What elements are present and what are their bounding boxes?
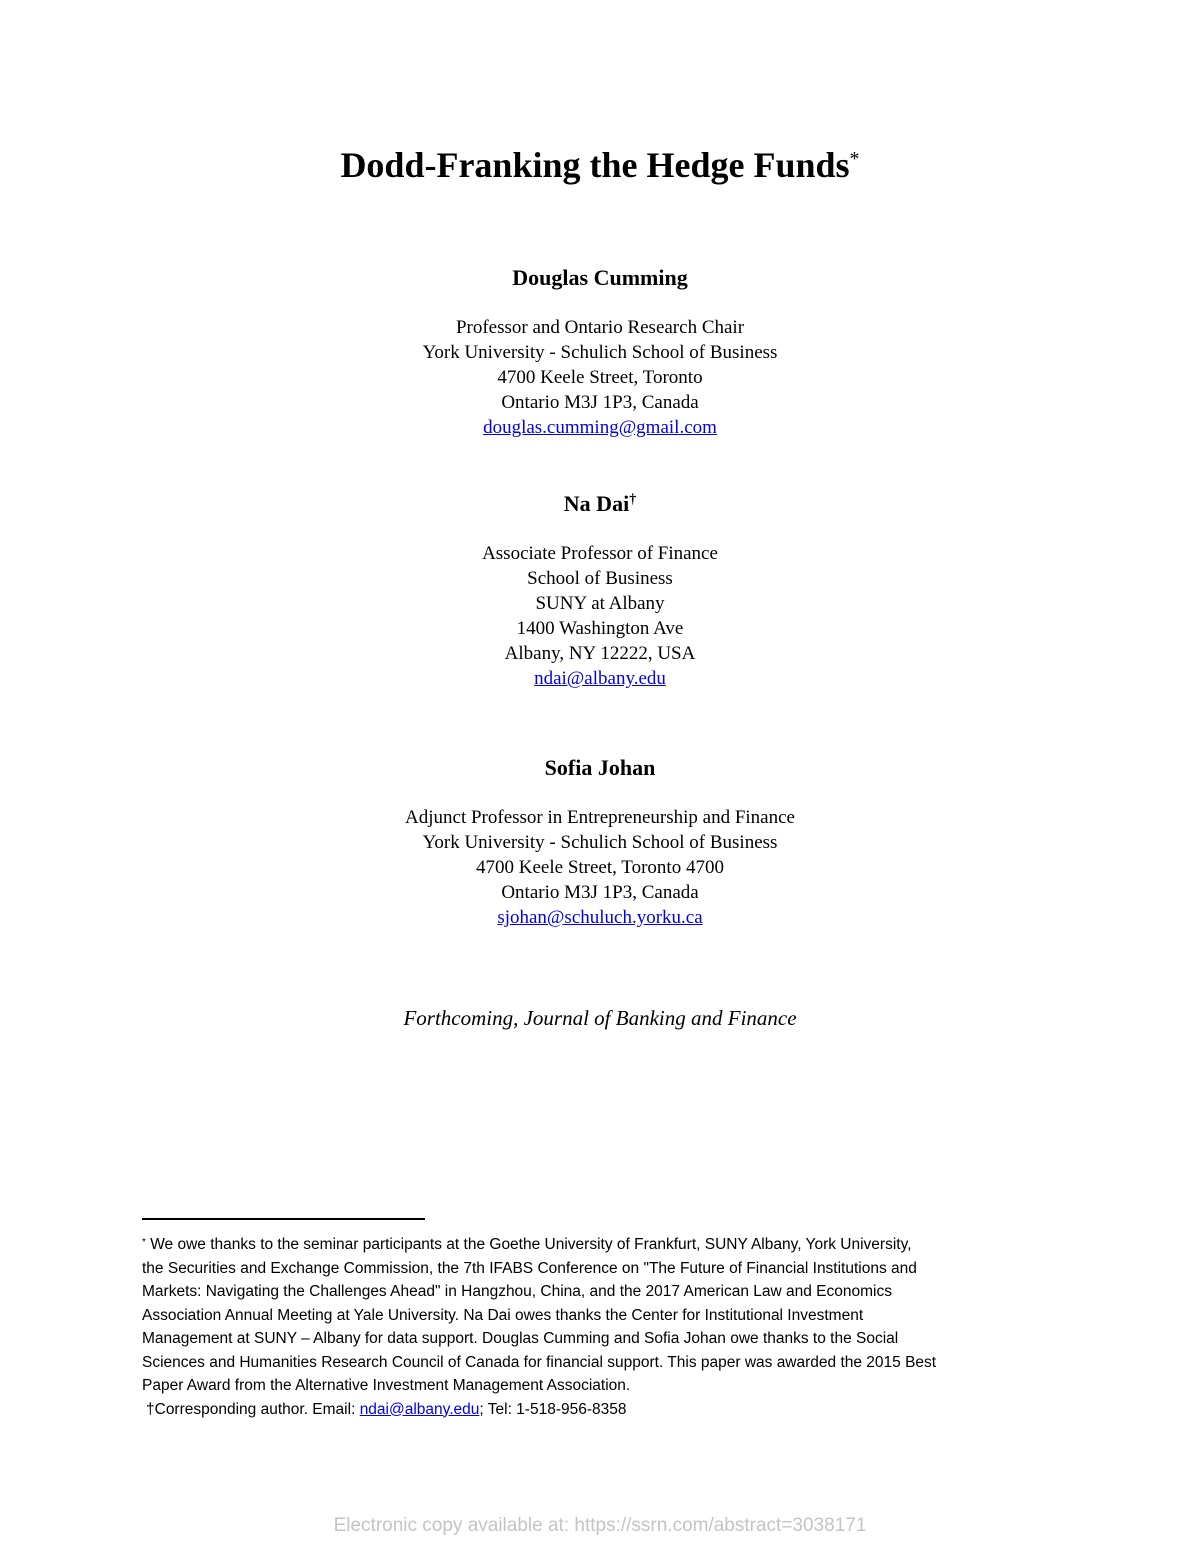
footnote-line: Paper Award from the Alternative Investment Management Association. — [142, 1377, 631, 1394]
author-email-link[interactable]: ndai@albany.edu — [534, 668, 666, 689]
footnote-line: Management at SUNY – Albany for data support. Douglas Cumming and Sofia Johan owe thanks to the Social — [142, 1330, 899, 1347]
footnote-line: the Securities and Exchange Commission, the 7th IFABS Conference on "The Future of Financial Institutions and — [142, 1259, 917, 1277]
corresponding-email-link[interactable]: ndai@albany.edu — [359, 1400, 480, 1418]
author-email-link[interactable]: douglas.cumming@gmail.com — [483, 417, 717, 438]
affiliation-line: School of Business — [527, 568, 673, 589]
affiliation-line: Professor and Ontario Research Chair — [455, 317, 745, 338]
footnote-corresponding: †Corresponding author. Email: ndai@albany.edu; Tel: 1-518-956-8358 — [146, 1400, 627, 1418]
author-name: Sofia Johan — [544, 755, 656, 780]
author-affiliation — [0, 805, 1200, 930]
footnote-line: Association Annual Meeting at Yale University. Na Dai owes thanks the Center for Institutional Investment — [142, 1306, 864, 1324]
affiliation-line: 4700 Keele Street, Toronto — [497, 367, 703, 388]
ssrn-watermark: Electronic copy available at: https://ssrn.com/abstract=3038171 — [333, 1515, 867, 1536]
affiliation-line: Albany, NY 12222, USA — [504, 643, 696, 664]
author-name: Douglas Cumming — [512, 265, 688, 290]
footnote-divider — [142, 1218, 425, 1220]
footnote-mark: * — [142, 1237, 146, 1248]
affiliation-line: 1400 Washington Ave — [516, 618, 684, 639]
affiliation-line: Ontario M3J 1P3, Canada — [501, 882, 699, 903]
corresponding-mark: † — [629, 492, 637, 507]
author-block-johan — [0, 753, 1200, 930]
affiliation-line: 4700 Keele Street, Toronto 4700 — [476, 857, 724, 878]
author-email-link[interactable]: sjohan@schuluch.yorku.ca — [497, 907, 703, 928]
footnote-line: Sciences and Humanities Research Council of Canada for financial support. This paper was awarded the 2015 Best — [142, 1353, 937, 1371]
footnote-acknowledgements — [142, 1233, 1062, 1421]
author-name: Na Dai† — [563, 491, 637, 516]
paper-title — [0, 140, 1200, 190]
affiliation-line: York University - Schulich School of Business — [422, 832, 778, 853]
affiliation-line: Associate Professor of Finance — [482, 543, 718, 564]
author-block-cumming — [0, 263, 1200, 440]
footnote-line: We owe thanks to the seminar participants at the Goethe University of Frankfurt, SUNY Albany, York University, — [145, 1236, 912, 1253]
publication-status: Forthcoming, Journal of Banking and Finance — [403, 1006, 797, 1030]
author-affiliation — [0, 541, 1200, 691]
affiliation-line: Adjunct Professor in Entrepreneurship and Finance — [405, 807, 795, 828]
affiliation-line: Ontario M3J 1P3, Canada — [501, 392, 699, 413]
paper-title-text: Dodd-Franking the Hedge Funds — [340, 145, 850, 185]
author-affiliation — [0, 315, 1200, 440]
affiliation-line: SUNY at Albany — [535, 593, 665, 614]
title-footnote-mark: * — [849, 148, 860, 170]
author-block-dai — [0, 489, 1200, 691]
footnote-line: Markets: Navigating the Challenges Ahead" in Hangzhou, China, and the 2017 American Law and Economics — [142, 1283, 892, 1300]
affiliation-line: York University - Schulich School of Business — [422, 342, 778, 363]
